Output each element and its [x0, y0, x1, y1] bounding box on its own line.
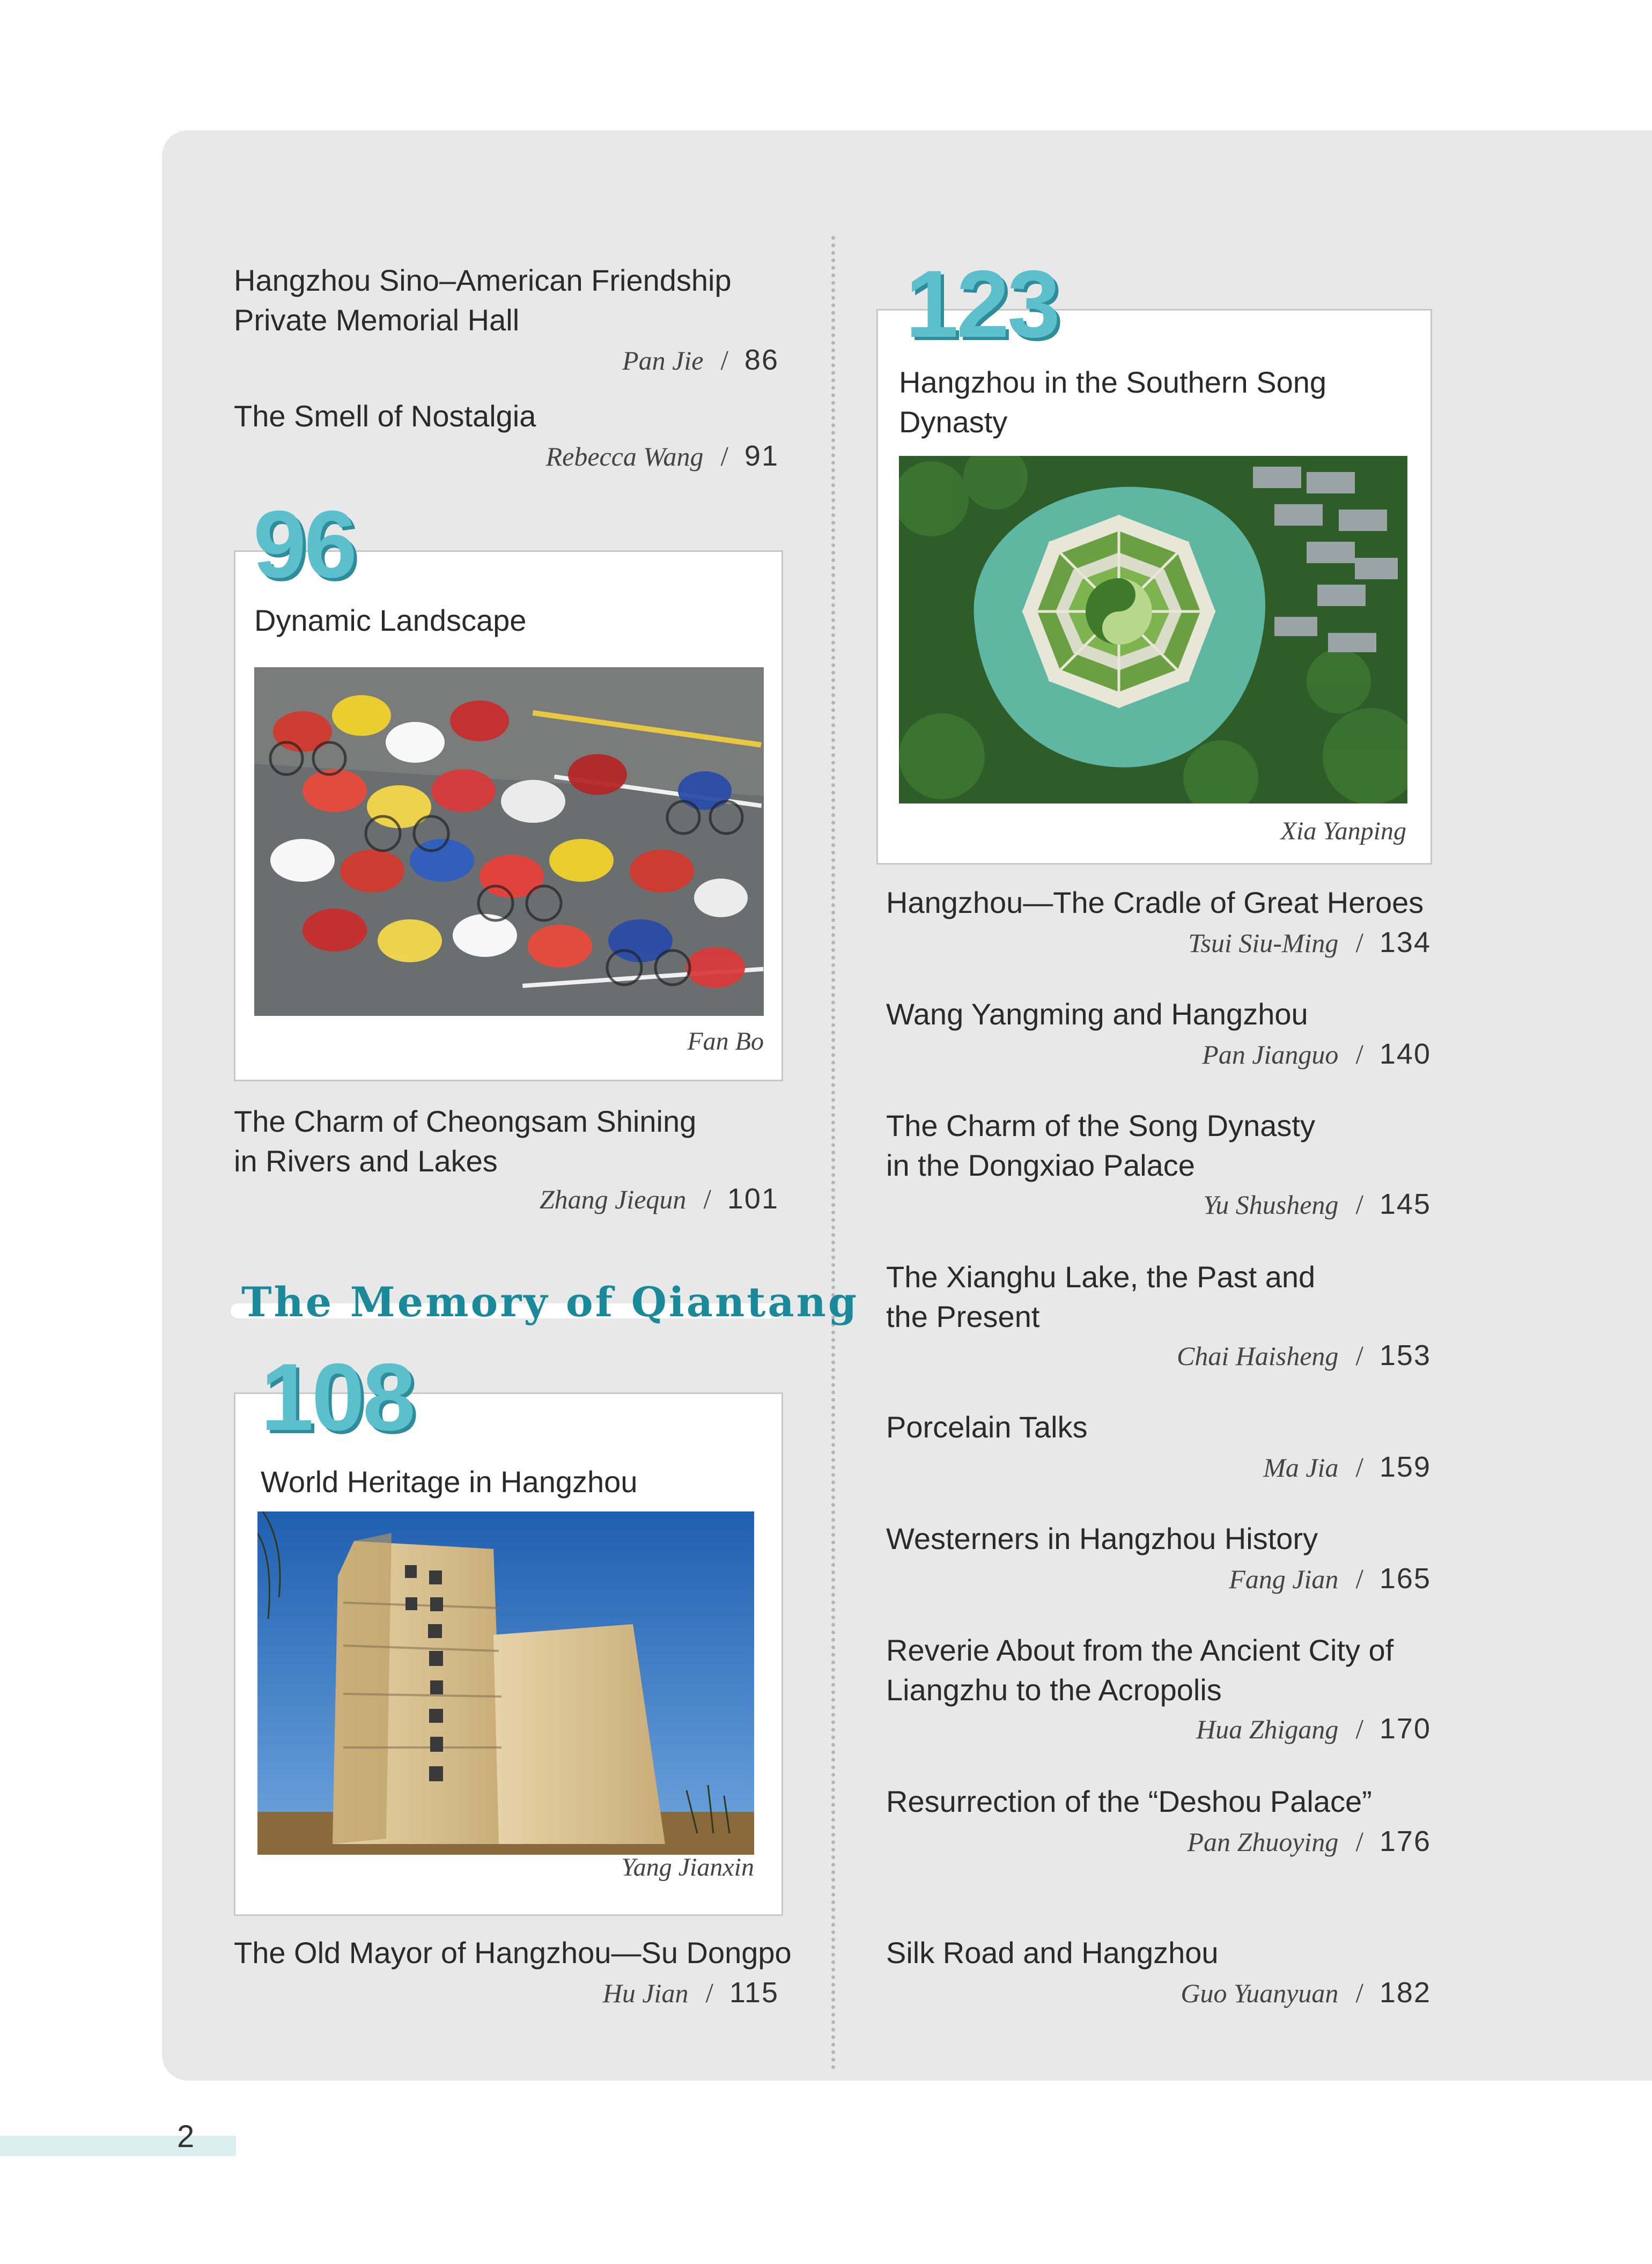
feature-title: Dynasty	[899, 405, 1008, 439]
entry-page: 140	[1379, 1038, 1431, 1070]
entry-title: Westerners in Hangzhou History	[886, 1522, 1318, 1555]
entry-title: Liangzhu to the Acropolis	[886, 1673, 1222, 1707]
entry-title: Resurrection of the “Deshou Palace”	[886, 1784, 1372, 1818]
entry-title: The Xianghu Lake, the Past and	[886, 1260, 1316, 1294]
entry-title: The Smell of Nostalgia	[234, 399, 536, 433]
entry-author: Pan Zhuoying	[1187, 1827, 1339, 1857]
entry-page: 165	[1379, 1562, 1431, 1595]
heritage-photo	[257, 1511, 754, 1855]
separator: /	[1355, 1452, 1363, 1483]
entry-title: Wang Yangming and Hangzhou	[886, 997, 1308, 1031]
page-number: 2	[177, 2119, 195, 2154]
entry-byline	[1229, 1560, 1431, 1598]
entry-byline	[1188, 924, 1431, 962]
separator: /	[1355, 1827, 1363, 1857]
photo-credit: Xia Yanping	[1280, 817, 1406, 845]
entry-byline	[1263, 1448, 1431, 1487]
toc-entry[interactable]	[886, 1782, 1433, 1821]
entry-title: Reverie About from the Ancient City of	[886, 1633, 1394, 1667]
entry-byline	[1188, 1823, 1432, 1861]
entry-author: Hua Zhigang	[1196, 1714, 1339, 1744]
photo-credit: Fan Bo	[687, 1027, 764, 1056]
separator: /	[1355, 928, 1363, 958]
footer-accent-bar	[0, 2136, 236, 2156]
entry-author: Pan Jie	[622, 345, 704, 375]
separator: /	[1355, 1714, 1363, 1745]
entry-byline	[1196, 1710, 1431, 1749]
toc-entry[interactable]	[234, 1102, 781, 1181]
entry-page: 153	[1379, 1339, 1431, 1371]
toc-entry[interactable]	[234, 396, 781, 436]
toc-entry[interactable]	[886, 1407, 1433, 1447]
entry-title: the Present	[886, 1300, 1040, 1333]
photo-credit: Yang Jianxin	[621, 1853, 754, 1882]
separator: /	[1355, 1039, 1363, 1070]
toc-entry[interactable]	[886, 1631, 1433, 1710]
entry-title: Private Memorial Hall	[234, 303, 520, 337]
entry-author: Rebecca Wang	[545, 441, 704, 471]
separator: /	[720, 441, 728, 472]
entry-title: Hangzhou—The Cradle of Great Heroes	[886, 886, 1424, 919]
entry-title: The Charm of the Song Dynasty	[886, 1109, 1315, 1142]
entry-author: Pan Jianguo	[1202, 1039, 1339, 1070]
separator: /	[1355, 1978, 1363, 2009]
separator: /	[720, 345, 728, 376]
heritage-image	[257, 1511, 754, 1855]
entry-page: 134	[1379, 926, 1431, 958]
entry-byline	[540, 1180, 779, 1219]
separator: /	[1355, 1190, 1363, 1220]
feature-number: 123	[905, 250, 1058, 357]
toc-entry[interactable]	[234, 261, 781, 340]
entry-page: 170	[1379, 1713, 1431, 1745]
entry-byline	[1181, 1974, 1431, 2012]
toc-entry[interactable]	[234, 1933, 792, 1973]
entry-page: 159	[1379, 1451, 1431, 1483]
toc-entry[interactable]	[886, 1519, 1433, 1559]
entry-author: Zhang Jiequn	[539, 1184, 687, 1214]
entry-author: Hu Jian	[602, 1978, 689, 2008]
cyclists-photo	[254, 667, 764, 1016]
toc-entry[interactable]	[886, 994, 1433, 1034]
entry-title: The Charm of Cheongsam Shining	[234, 1104, 697, 1138]
cyclists-image	[254, 667, 764, 1016]
entry-byline	[1202, 1035, 1431, 1074]
entry-page: 176	[1379, 1825, 1431, 1857]
feature-number: 108	[261, 1344, 414, 1450]
toc-entry[interactable]	[886, 883, 1433, 923]
entry-title: Silk Road and Hangzhou	[886, 1936, 1219, 1970]
entry-author: Fang Jian	[1229, 1564, 1339, 1594]
column-divider	[831, 236, 835, 2070]
entry-page: 86	[744, 344, 779, 376]
toc-entry[interactable]	[886, 1257, 1433, 1337]
feature-number: 96	[253, 491, 355, 598]
section-heading	[231, 1277, 859, 1330]
section-title: The Memory of Qiantang	[241, 1278, 859, 1326]
entry-page: 182	[1379, 1977, 1431, 2009]
separator: /	[705, 1978, 713, 2009]
toc-entry[interactable]	[886, 1106, 1433, 1185]
entry-title: The Old Mayor of Hangzhou—Su Dongpo	[234, 1936, 792, 1970]
entry-byline	[1203, 1185, 1431, 1224]
entry-page: 91	[744, 440, 779, 472]
separator: /	[1355, 1564, 1363, 1595]
entry-page: 101	[727, 1183, 779, 1215]
toc-entry[interactable]	[886, 1933, 1433, 1973]
entry-author: Tsui Siu-Ming	[1188, 928, 1339, 958]
entry-byline	[622, 341, 779, 380]
entry-byline	[546, 437, 779, 476]
entry-title: in the Dongxiao Palace	[886, 1148, 1195, 1182]
entry-author: Ma Jia	[1263, 1452, 1339, 1483]
feature-title: World Heritage in Hangzhou	[261, 1465, 638, 1499]
entry-title: Porcelain Talks	[886, 1410, 1088, 1444]
entry-title: Hangzhou Sino–American Friendship	[234, 263, 732, 297]
separator: /	[1355, 1341, 1363, 1371]
entry-title: in Rivers and Lakes	[234, 1144, 498, 1178]
entry-author: Chai Haisheng	[1177, 1341, 1339, 1371]
entry-author: Yu Shusheng	[1203, 1190, 1339, 1220]
entry-byline	[1177, 1337, 1431, 1375]
feature-title: Dynamic Landscape	[254, 603, 527, 637]
entry-author: Guo Yuanyuan	[1181, 1978, 1339, 2008]
aerial-image	[899, 456, 1407, 803]
entry-byline	[603, 1974, 779, 2012]
entry-page: 145	[1379, 1188, 1431, 1220]
separator: /	[703, 1184, 711, 1215]
aerial-photo	[899, 456, 1407, 803]
feature-title: Hangzhou in the Southern Song	[899, 365, 1327, 399]
entry-page: 115	[729, 1977, 779, 2009]
